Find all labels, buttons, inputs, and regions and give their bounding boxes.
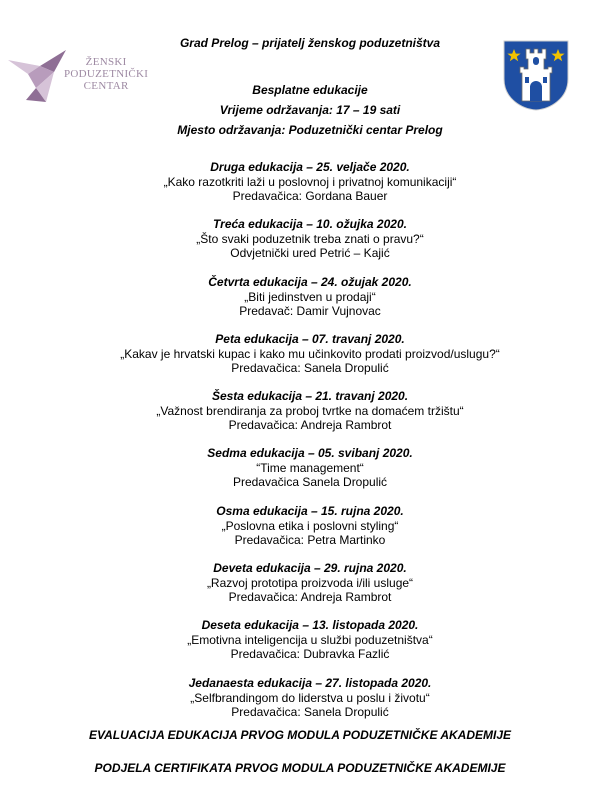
- education-title: Deseta edukacija – 13. listopada 2020.: [201, 618, 419, 633]
- logo-line: PODUZETNIČKI: [64, 68, 149, 80]
- logo-line: CENTAR: [83, 80, 129, 92]
- education-lecturer: Predavačica: Sanela Dropulić: [231, 360, 389, 375]
- education-item: [0, 160, 600, 217]
- education-topic: „Biti jedinstven u prodaji“: [244, 289, 376, 304]
- education-topic: „Kako razotkriti laži u poslovnoj i privatnoj komunikaciji“: [163, 175, 457, 189]
- education-lecturer: Predavačica: Andreja Rambrot: [228, 418, 392, 433]
- education-title: Deveta edukacija – 29. rujna 2020.: [213, 561, 407, 576]
- education-item: [0, 618, 600, 675]
- education-title: Sedma edukacija – 05. svibanj 2020.: [207, 446, 413, 461]
- education-lecturer: Predavač: Damir Vujnovac: [239, 303, 381, 318]
- education-title: Treća edukacija – 10. ožujka 2020.: [213, 217, 407, 232]
- education-item: [0, 217, 600, 274]
- education-lecturer: Predavačica: Gordana Bauer: [232, 189, 388, 203]
- intro-line: Vrijeme održavanja: 17 – 19 sati: [219, 103, 401, 117]
- certificates-heading: PODJELA CERTIFIKATA PRVOG MODULA PODUZETNIČKE AKADEMIJE: [94, 761, 506, 775]
- logo-line: ŽENSKI: [85, 56, 127, 68]
- education-item: [0, 275, 600, 332]
- education-lecturer: Predavačica Sanela Dropulić: [232, 475, 388, 490]
- education-topic: „Razvoj prototipa proizvoda i/ili usluge“: [206, 576, 414, 591]
- education-title: Osma edukacija – 15. rujna 2020.: [216, 503, 404, 518]
- education-title: Šesta edukacija – 21. travanj 2020.: [211, 389, 409, 404]
- education-topic: „Emotivna inteligencija u službi poduzetništva“: [187, 633, 433, 648]
- education-lecturer: Predavačica: Andreja Rambrot: [228, 590, 392, 605]
- education-title: Jedanaesta edukacija – 27. listopada 2020.: [188, 675, 432, 690]
- education-topic: „Selfbrandingom do liderstva u poslu i životu“: [190, 690, 430, 705]
- education-lecturer: Predavačica: Sanela Dropulić: [231, 704, 389, 719]
- education-item: [0, 676, 600, 733]
- intro-line: Besplatne edukacije: [252, 83, 368, 97]
- education-topic: „Važnost brendiranja za proboj tvrtke na domaćem tržištu“: [156, 404, 464, 419]
- education-item: [0, 561, 600, 618]
- evaluation-heading: EVALUACIJA EDUKACIJA PRVOG MODULA PODUZETNIČKE AKADEMIJE: [88, 728, 512, 742]
- education-topic: „Što svaki poduzetnik treba znati o pravu?“: [196, 232, 424, 247]
- education-lecturer: Predavačica: Dubravka Fazlić: [230, 647, 390, 662]
- education-topic: “Time management“: [256, 461, 364, 476]
- education-topic: „Poslovna etika i poslovni styling“: [221, 518, 399, 533]
- education-title: Četvrta edukacija – 24. ožujak 2020.: [208, 274, 412, 289]
- education-topic: „Kakav je hrvatski kupac i kako mu učinkovito prodati proizvod/uslugu?“: [120, 346, 500, 361]
- education-item: [0, 389, 600, 446]
- education-item: [0, 504, 600, 561]
- education-lecturer: Odvjetnički ured Petrić – Kajić: [230, 246, 390, 261]
- intro-line: Mjesto održavanja: Poduzetnički centar Prelog: [177, 123, 443, 137]
- page-title: Grad Prelog – prijatelj ženskog poduzetništva: [179, 36, 441, 50]
- education-list: [0, 160, 600, 733]
- education-title: Druga edukacija – 25. veljače 2020.: [210, 160, 410, 174]
- education-item: [0, 446, 600, 503]
- prelog-coat-of-arms-icon: [500, 39, 572, 111]
- education-lecturer: Predavačica: Petra Martinko: [234, 532, 386, 547]
- education-item: [0, 332, 600, 389]
- education-title: Peta edukacija – 07. travanj 2020.: [215, 331, 405, 346]
